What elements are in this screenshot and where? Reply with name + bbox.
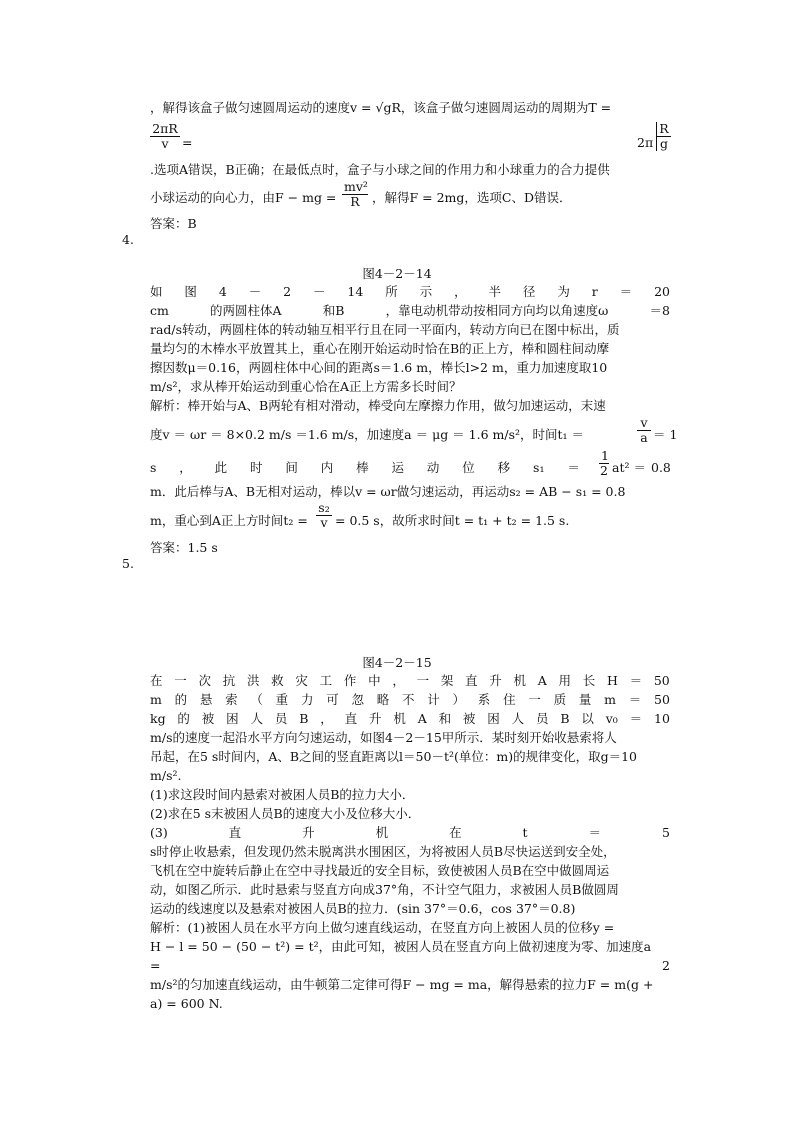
text-span: 困 bbox=[487, 711, 500, 726]
text-span: （ bbox=[250, 692, 263, 707]
text-span: 50 bbox=[654, 692, 670, 707]
text-line: m，重心到A正上方时间t₂ = bbox=[150, 513, 308, 528]
text-span: ＝ bbox=[628, 692, 642, 707]
text-span: 动 bbox=[426, 460, 440, 475]
text-line: rad/s转动，两圆柱体的转动轴互相平行且在同一平面内，转动方向已在图中标出，质 bbox=[150, 322, 620, 337]
text-span: 力 bbox=[300, 692, 314, 707]
question-part-1: (1)求这段时间内悬索对被困人员B的拉力大小． bbox=[150, 787, 415, 802]
text-span: 径 bbox=[522, 284, 536, 299]
text-line: 吊起，在5 s时间内，A、B之间的竖直距离以l＝50－t²(单位：m)的规律变化，取g＝10 bbox=[150, 749, 638, 764]
text-span: 一 bbox=[528, 692, 541, 707]
text-span: 员 bbox=[536, 711, 549, 726]
text-span: 50 bbox=[653, 673, 670, 688]
text-fragment: = bbox=[150, 958, 161, 973]
text-line-justified bbox=[150, 673, 670, 689]
text-span: 棒 bbox=[356, 460, 369, 475]
text-span: 的两圆柱体A bbox=[210, 303, 282, 318]
text-span: 图 bbox=[184, 284, 197, 299]
numerator: R bbox=[657, 122, 671, 137]
text-span: 重 bbox=[275, 692, 289, 707]
text-span: A bbox=[417, 711, 427, 726]
text-span: 直 bbox=[344, 711, 358, 726]
fraction-2piR-over-v bbox=[150, 122, 180, 151]
text-span: ＝ bbox=[629, 711, 643, 726]
text-span: 的 bbox=[177, 711, 190, 726]
text-span: 人 bbox=[511, 711, 525, 726]
text-span: 作 bbox=[343, 673, 357, 688]
text-span: 量 bbox=[578, 692, 592, 707]
text-line-justified bbox=[150, 303, 670, 319]
text-span: 5 bbox=[662, 825, 670, 840]
text-span: 示 bbox=[419, 284, 433, 299]
text-span: 悬 bbox=[199, 692, 213, 707]
text-line: m/s²的匀加速直线运动，由牛顿第二定律可得F − mg = ma，解得悬索的拉力F = m(g + bbox=[150, 977, 654, 992]
text-span: 系 bbox=[477, 692, 491, 707]
text-line: 擦因数μ＝0.16，两圆柱体中心间的距离s＝1.6 m，棒长l>2 m，重力加速度取10 bbox=[150, 360, 608, 375]
text-span: 次 bbox=[198, 673, 211, 688]
numerator: mv² bbox=[344, 179, 368, 194]
text-span: 救 bbox=[271, 673, 284, 688]
text-span: A bbox=[537, 673, 547, 688]
two-pi: 2π bbox=[637, 135, 654, 150]
text-span: 工 bbox=[319, 673, 333, 688]
text-span: 14 bbox=[347, 284, 364, 299]
denominator: v bbox=[320, 515, 328, 530]
text-line: ，解得F = 2mg，选项C、D错误． bbox=[372, 190, 572, 205]
fraction-mv2-over-R bbox=[342, 180, 368, 209]
text-span: 此 bbox=[214, 460, 228, 475]
text-span: ＝8 bbox=[649, 303, 670, 318]
denominator: g bbox=[659, 136, 668, 151]
text-span: 中 bbox=[368, 673, 381, 688]
text-span: 机 bbox=[393, 711, 406, 726]
text-span: 灾 bbox=[295, 673, 308, 688]
numerator: s₂ bbox=[316, 501, 332, 516]
text-span: 升 bbox=[368, 711, 382, 726]
text-span: 被 bbox=[201, 711, 215, 726]
text-span: － bbox=[248, 284, 262, 299]
text-span: ＝ bbox=[619, 284, 633, 299]
text-span: 一 bbox=[416, 673, 430, 688]
numerator: 1 bbox=[601, 448, 609, 463]
text-span: 略 bbox=[376, 692, 390, 707]
text-span: 以 bbox=[581, 711, 594, 726]
text-span: kg bbox=[150, 711, 166, 726]
numerator: 2πR bbox=[150, 122, 180, 137]
text-span: 20 bbox=[654, 284, 670, 299]
text-span: 位 bbox=[462, 460, 475, 475]
text-span: 直 bbox=[228, 825, 242, 840]
text-span: 间 bbox=[285, 460, 298, 475]
denominator: a bbox=[640, 430, 648, 445]
text-span: 如 bbox=[150, 284, 163, 299]
text-span: 可 bbox=[326, 692, 339, 707]
figure-caption: 图4－2－14 bbox=[362, 266, 432, 281]
text-line: 度v ＝ ωr ＝ 8×0.2 m/s ＝1.6 m/s，加速度a ＝ μg ＝ 1.6 m/s²，时间t₁ ＝ bbox=[150, 427, 585, 442]
text-span: 的 bbox=[174, 692, 188, 707]
text-span: 机 bbox=[513, 673, 527, 688]
question-part-3 bbox=[150, 825, 670, 841]
text-line: .选项A错误，B正确；在最低点时，盒子与小球之间的作用力和小球重力的合力提供 bbox=[150, 162, 610, 177]
text-span: 升 bbox=[489, 673, 502, 688]
text-span: 人 bbox=[250, 711, 264, 726]
text-span: 一 bbox=[174, 673, 187, 688]
text-span: 和 bbox=[438, 711, 452, 726]
text-line: H − l = 50 − (50 − t²) = t²，由此可知，被困人员在竖直方向上做初速度为零、加速度a bbox=[150, 939, 652, 954]
text-line-justified bbox=[150, 460, 580, 476]
text-line: 量均匀的木棒水平放置其上，重心在刚开始运动时恰在B的正上方，棒和圆柱间动摩 bbox=[150, 341, 610, 356]
answer-label: 答案：B bbox=[150, 216, 197, 231]
text-span: 为 bbox=[557, 284, 570, 299]
answer-label: 答案：1.5 s bbox=[150, 540, 218, 555]
text-line: 飞机在空中旋转后静止在空中寻找最近的安全目标，致使被困人员B在空中做圆周运 bbox=[150, 863, 610, 878]
text-span: 员 bbox=[274, 711, 288, 726]
text-span: ＝ bbox=[567, 460, 580, 475]
text-span: s₁ bbox=[533, 460, 545, 475]
text-line-justified bbox=[150, 284, 670, 300]
text-span: 和B bbox=[322, 303, 345, 318]
text-span: 计 bbox=[427, 692, 440, 707]
text-span: 2 bbox=[283, 284, 292, 299]
text-span: 忽 bbox=[351, 692, 364, 707]
text-span: 长 bbox=[582, 673, 596, 688]
text-span: 4 bbox=[218, 284, 227, 299]
text-span: ， bbox=[320, 711, 333, 726]
text-fragment: at² ＝ bbox=[612, 460, 646, 475]
text-span: 用 bbox=[558, 673, 572, 688]
text-line: ，解得该盒子做匀速圆周运动的速度v = √gR，该盒子做匀速圆周运动的周期为T = bbox=[150, 100, 612, 115]
text-span: v₀ bbox=[605, 711, 618, 726]
text-span: m bbox=[604, 692, 616, 707]
text-line: 运动的线速度以及悬索对被困人员B的拉力．(sin 37°＝0.6，cos 37°＝0.8) bbox=[150, 901, 576, 916]
text-span: 所 bbox=[385, 284, 398, 299]
text-line: m．此后棒与A、B无相对运动，棒以v = ωr做匀速运动，再运动s₂ = AB − s₁ = 0.8 bbox=[150, 484, 626, 499]
text-span: 住 bbox=[503, 692, 516, 707]
text-line: a) = 600 N. bbox=[150, 996, 223, 1011]
text-span: ， bbox=[179, 460, 192, 475]
text-line: m/s²，求从棒开始运动到重心恰在A正上方需多长时间？ bbox=[150, 379, 462, 394]
text-span: 质 bbox=[553, 692, 567, 707]
equals-sign: = bbox=[182, 135, 193, 150]
text-span: 在 bbox=[150, 673, 163, 688]
text-span: H bbox=[606, 673, 618, 688]
text-span: m bbox=[150, 692, 162, 707]
text-span: 洪 bbox=[246, 673, 260, 688]
text-line: 解析：(1)被困人员在水平方向上做匀速直线运动，在竖直方向上被困人员的位移y = bbox=[150, 920, 615, 935]
text-line: 小球运动的向心力，由F − mg = bbox=[150, 190, 337, 205]
denominator: v bbox=[161, 136, 169, 151]
text-span: ＝ bbox=[588, 825, 602, 840]
text-span: 升 bbox=[302, 825, 315, 840]
text-span: 抗 bbox=[222, 673, 236, 688]
fraction-R-over-g bbox=[656, 122, 671, 151]
text-span: ） bbox=[452, 692, 466, 707]
text-span: 移 bbox=[497, 460, 511, 475]
text-line: = 0.5 s，故所求时间t = t₁ + t₂ = 1.5 s. bbox=[335, 513, 570, 528]
figure-caption: 图4－2－15 bbox=[362, 655, 432, 670]
text-span: ，靠电动机带动按相同方向均以角速度ω bbox=[385, 303, 609, 318]
text-line-justified bbox=[150, 692, 670, 708]
text-span: B bbox=[560, 711, 570, 726]
text-span: 不 bbox=[402, 692, 415, 707]
question-number: 4. bbox=[122, 232, 134, 247]
text-span: 直 bbox=[465, 673, 478, 688]
text-span: － bbox=[312, 284, 326, 299]
text-line: 解析：棒开始与A、B两轮有相对滑动，棒受向左摩擦力作用，做匀加速运动，末速 bbox=[150, 398, 606, 413]
text-span: B bbox=[299, 711, 309, 726]
text-span: 10 bbox=[654, 711, 670, 726]
text-line-justified bbox=[150, 711, 670, 727]
text-span: 在 bbox=[449, 825, 462, 840]
fraction-s2-over-v bbox=[316, 501, 332, 530]
text-span: 被 bbox=[462, 711, 476, 726]
text-span: ， bbox=[392, 673, 405, 688]
text-fragment: ＝ 1 bbox=[653, 427, 678, 442]
text-span: 困 bbox=[226, 711, 239, 726]
text-fragment: 0.8 bbox=[651, 460, 671, 475]
text-span: ＝ bbox=[629, 673, 643, 688]
text-span: 时 bbox=[250, 460, 263, 475]
text-span: cm bbox=[150, 303, 169, 318]
numerator: v bbox=[637, 416, 651, 431]
text-span: 运 bbox=[391, 460, 405, 475]
text-span: (3) bbox=[150, 825, 168, 840]
text-line: m/s². bbox=[150, 768, 182, 783]
denominator: R bbox=[350, 194, 360, 209]
text-line: m/s的速度一起沿水平方向匀速运动，如图4－2－15甲所示．某时刻开始收悬索将人 bbox=[150, 730, 617, 745]
fraction-v-over-a bbox=[637, 416, 651, 445]
text-span: 架 bbox=[440, 673, 454, 688]
text-span: ， bbox=[454, 284, 467, 299]
fraction-one-half bbox=[599, 449, 609, 478]
text-span: s bbox=[150, 460, 157, 475]
text-span: 半 bbox=[488, 284, 501, 299]
text-span: 索 bbox=[225, 692, 238, 707]
question-part-2: (2)求在5 s末被困人员B的速度大小及位移大小． bbox=[150, 806, 421, 821]
denominator: 2 bbox=[600, 463, 608, 478]
text-span: 内 bbox=[320, 460, 334, 475]
text-span: t bbox=[522, 825, 528, 840]
question-number: 5. bbox=[122, 556, 134, 571]
text-span: r bbox=[591, 284, 598, 299]
text-line: s时停止收悬索，但发现仍然未脱离洪水围困区，为将被困人员B尽快运送到安全处， bbox=[150, 844, 616, 859]
text-fragment: 2 bbox=[662, 958, 670, 973]
text-span: 机 bbox=[375, 825, 389, 840]
text-line: 动，如图乙所示．此时悬索与竖直方向成37°角，不计空气阻力，求被困人员B做圆周 bbox=[150, 882, 619, 897]
